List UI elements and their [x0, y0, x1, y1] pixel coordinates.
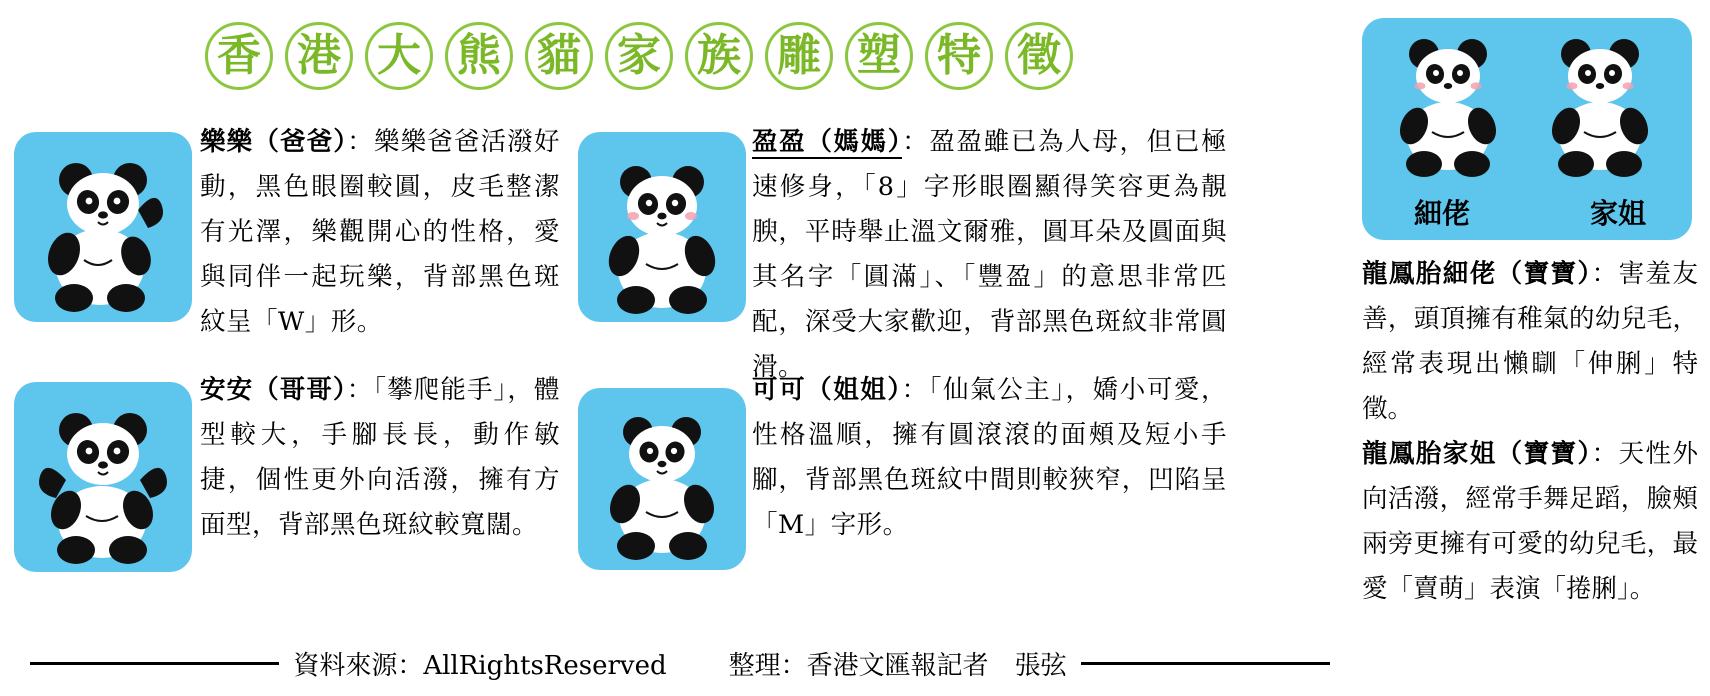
twin-left-label: 細佬: [1414, 197, 1471, 230]
title-char: 家: [605, 22, 673, 90]
title-char: 族: [685, 22, 753, 90]
entry-keke-name: 可可（姐姐）: [752, 375, 902, 405]
title-char: 塑: [845, 22, 913, 90]
footer-editor: 整理：香港文匯報記者 張弦: [728, 651, 1067, 681]
entry-yingying-body: 盈盈雖已為人母，但已極速修身，「8」字形眼圈顯得笑容更為靚腴，平時舉止溫文爾雅，圓耳朵及圓面與其名字「圓滿」、「豐盈」的意思非常匹配，深受大家歡迎，背部黑色斑紋非常圓滑。: [752, 127, 1227, 382]
entry-twin-brother-name: 龍鳳胎細佬（寶寶）: [1362, 259, 1592, 289]
title-char: 徵: [1005, 22, 1073, 90]
title-char: 貓: [525, 22, 593, 90]
title-char: 特: [925, 22, 993, 90]
title-char: 大: [365, 22, 433, 90]
footer-rule-right: [1081, 662, 1330, 665]
entry-twin-brother: [1362, 252, 1698, 432]
entry-yingying-text: [752, 120, 1227, 390]
panda-waving-icon: [14, 132, 192, 322]
entry-lele: [200, 120, 560, 345]
title-char: 香: [205, 22, 273, 90]
entry-anan-body: 「攀爬能手」，體型較大，手腳長長，動作敏捷，個性更外向活潑，擁有方面型，背部黑色斑紋較寬闊。: [200, 375, 560, 540]
entry-anan-separator: ：: [346, 375, 374, 405]
entry-yingying: [752, 120, 1227, 390]
twins-illustration-box: [1362, 18, 1692, 240]
entry-yingying-separator: ：: [902, 127, 930, 157]
panda-arms-up-icon: [14, 382, 192, 572]
entry-lele-name: 樂樂（爸爸）: [200, 127, 348, 157]
title-char: 港: [285, 22, 353, 90]
panda-small-icon: [578, 388, 746, 570]
title-char: 熊: [445, 22, 513, 90]
entry-keke-body: 「仙氣公主」，嬌小可愛，性格溫順，擁有圓滾滾的面頰及短小手腳，背部黑色斑紋中間則較狹窄，凹陷呈「M」字形。: [752, 375, 1227, 540]
panda-sitting-icon: [578, 132, 746, 322]
right-column: [1362, 252, 1698, 612]
entry-lele-separator: ：: [347, 127, 374, 157]
entry-anan: [200, 368, 560, 548]
footer: [30, 645, 1330, 682]
entry-twin-sister-body: 天性外向活潑，經常手舞足蹈，臉頰兩旁更擁有可愛的幼兒毛，最愛「賣萌」表演「捲脷」。: [1362, 439, 1698, 604]
entry-lele-body: 樂樂爸爸活潑好動，黑色眼圈較圓，皮毛整潔有光澤，樂觀開心的性格，愛與同伴一起玩樂，背部黑色斑紋呈「W」形。: [200, 127, 560, 337]
entry-twin-sister-name: 龍鳳胎家姐（寶寶）: [1362, 439, 1592, 469]
page-title: [205, 22, 1073, 90]
footer-source: 資料來源：AllRightsReserved: [293, 651, 667, 681]
entry-anan-text: [200, 368, 560, 548]
entry-keke-text: [752, 368, 1227, 548]
entry-keke: [752, 368, 1227, 548]
twin-right-label: 家姐: [1589, 197, 1646, 230]
entry-lele-text: [200, 120, 560, 345]
title-char: 雕: [765, 22, 833, 90]
entry-yingying-name: 盈盈（媽媽）: [752, 127, 903, 157]
entry-twin-sister-separator: ：: [1591, 439, 1619, 469]
entry-twin-brother-separator: ：: [1591, 259, 1619, 289]
entry-twin-brother-body: 害羞友善，頭頂擁有稚氣的幼兒毛，經常表現出懶瞓「伸脷」特徵。: [1362, 259, 1698, 424]
entry-anan-name: 安安（哥哥）: [200, 375, 347, 405]
entry-twin-sister: [1362, 432, 1698, 612]
footer-rule-left: [30, 662, 279, 665]
entry-keke-separator: ：: [901, 375, 929, 405]
